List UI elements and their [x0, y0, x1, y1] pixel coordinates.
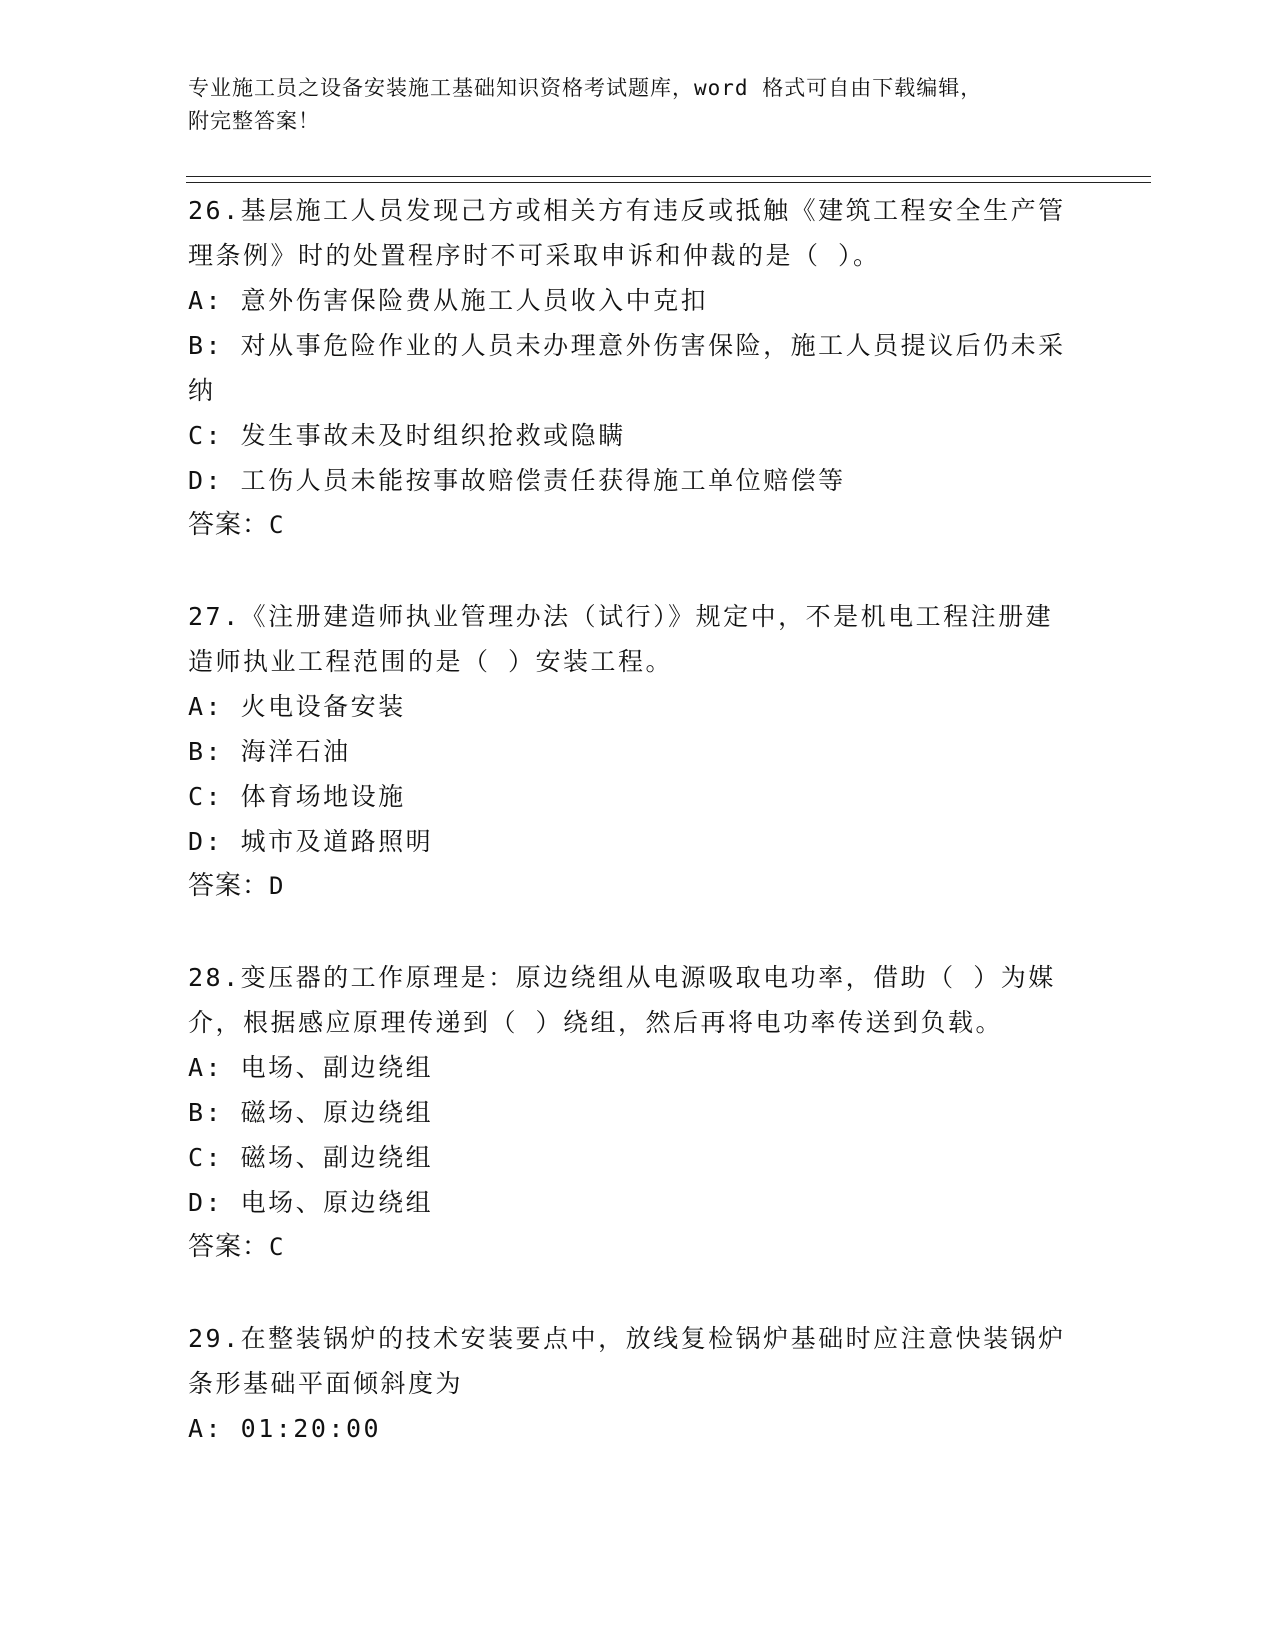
answer-value: C: [269, 1233, 285, 1261]
option-d: D: 城市及道路照明: [188, 827, 434, 856]
question-29: [188, 1316, 1068, 1451]
answer-label: 答案：: [188, 871, 270, 901]
answer-line: [188, 1225, 1068, 1270]
question-26: [188, 188, 1068, 548]
option-b: B: 对从事危险作业的人员未办理意外伤害保险，施工人员提议后仍未采纳: [188, 331, 1066, 405]
option-c: C: 体育场地设施: [188, 782, 406, 811]
option-d: D: 电场、原边绕组: [188, 1188, 434, 1217]
header-line-1: 专业施工员之设备安装施工基础知识资格考试题库，word 格式可自由下载编辑，: [188, 76, 983, 100]
option-d: D: 工伤人员未能按事故赔偿责任获得施工单位赔偿等: [188, 466, 846, 495]
option-b: B: 磁场、原边绕组: [188, 1098, 434, 1127]
answer-label: 答案：: [188, 510, 270, 540]
header-divider-bottom: [186, 182, 1151, 183]
option-a: A: 意外伤害保险费从施工人员收入中克扣: [188, 286, 709, 315]
answer-line: [188, 864, 1068, 909]
option-a: A: 电场、副边绕组: [188, 1053, 434, 1082]
answer-label: 答案：: [188, 1232, 270, 1262]
question-28: [188, 955, 1068, 1270]
question-stem: 29.在整装锅炉的技术安装要点中，放线复检锅炉基础时应注意快装锅炉条形基础平面倾斜度为: [188, 1324, 1066, 1398]
question-stem: 26.基层施工人员发现己方或相关方有违反或抵触《建筑工程安全生产管理条例》时的处置程序时不可采取申诉和仲裁的是（ ）。: [188, 196, 1066, 270]
option-c: C: 磁场、副边绕组: [188, 1143, 434, 1172]
document-header: [188, 72, 1068, 138]
header-divider-top: [186, 176, 1151, 177]
option-a: A: 火电设备安装: [188, 692, 406, 721]
question-stem: 27.《注册建造师执业管理办法（试行）》规定中，不是机电工程注册建造师执业工程范围的是（ ）安装工程。: [188, 602, 1054, 676]
option-a: A: 01:20:00: [188, 1414, 382, 1443]
question-stem: 28.变压器的工作原理是：原边绕组从电源吸取电功率，借助（ ）为媒介，根据感应原理传递到（ ）绕组，然后再将电功率传送到负载。: [188, 963, 1056, 1037]
answer-line: [188, 503, 1068, 548]
question-27: [188, 594, 1068, 909]
answer-value: C: [269, 511, 285, 539]
option-c: C: 发生事故未及时组织抢救或隐瞒: [188, 421, 626, 450]
header-line-2: 附完整答案！: [188, 109, 320, 133]
question-list: [188, 188, 1068, 1451]
answer-value: D: [269, 872, 285, 900]
option-b: B: 海洋石油: [188, 737, 351, 766]
